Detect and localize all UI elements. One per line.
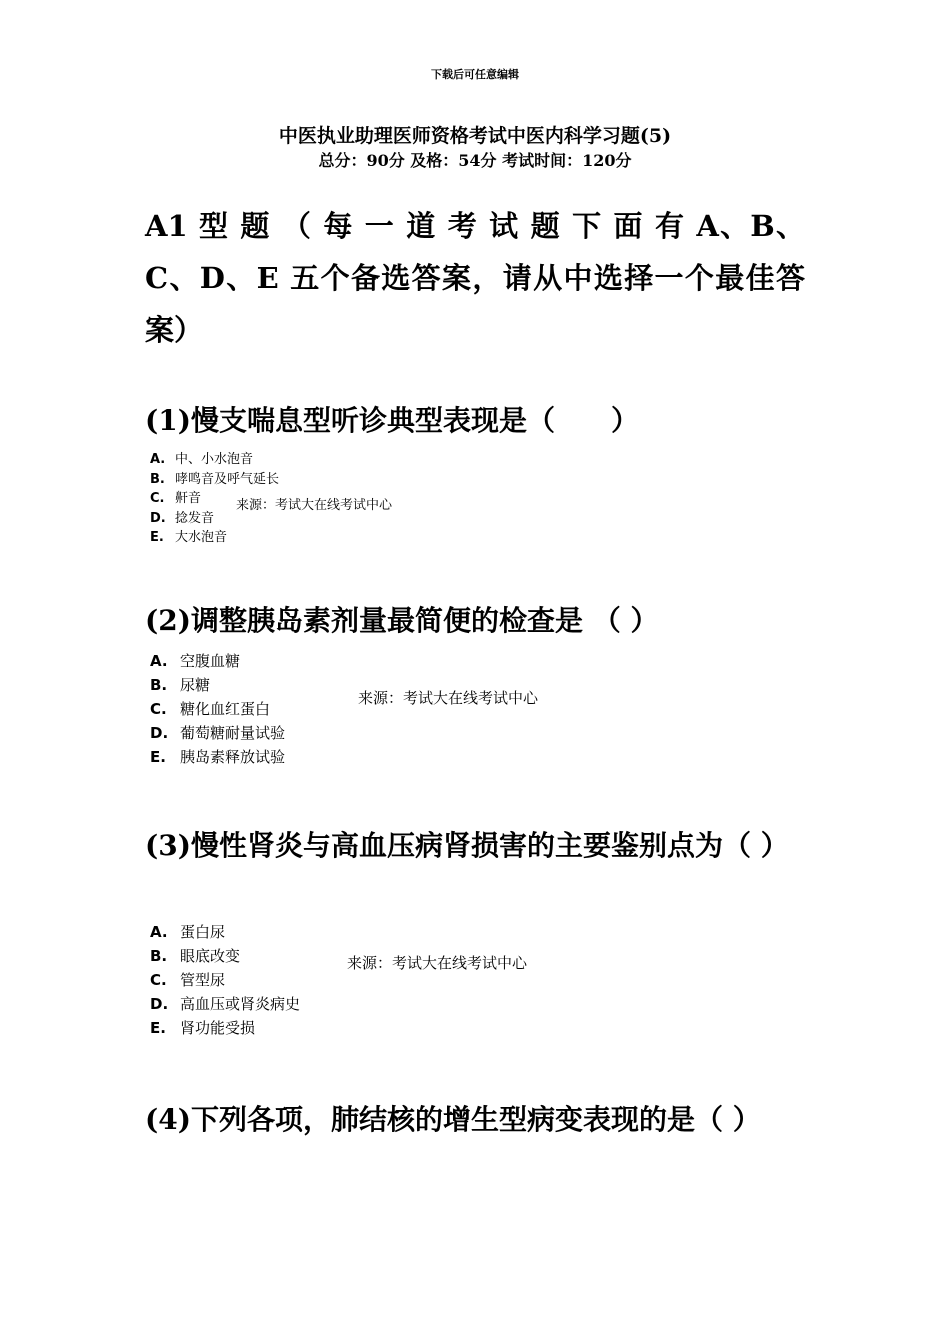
option-letter: C. bbox=[150, 491, 165, 506]
option-c[interactable] bbox=[150, 697, 285, 721]
option-letter: A. bbox=[150, 652, 168, 670]
source-note: 来源：考试大在线考试中心 bbox=[236, 498, 393, 513]
header-note: 下载后可任意编辑 bbox=[431, 68, 519, 81]
question-2-stem: (2)调整胰岛素剂量最简便的检查是 （ ） bbox=[145, 604, 659, 637]
option-text: 糖化血红蛋白 bbox=[180, 700, 271, 718]
option-text: 中、小水泡音 bbox=[175, 452, 254, 467]
option-letter: A. bbox=[150, 452, 166, 467]
option-text: 肾功能受损 bbox=[180, 1019, 256, 1037]
question-3-options bbox=[150, 920, 300, 1040]
option-letter: B. bbox=[150, 947, 168, 965]
question-2-options bbox=[150, 649, 285, 769]
option-text: 管型尿 bbox=[180, 971, 226, 989]
option-e[interactable] bbox=[150, 528, 279, 548]
question-1-stem: (1)慢支喘息型听诊典型表现是（ ） bbox=[145, 404, 639, 437]
option-text: 尿糖 bbox=[180, 676, 211, 694]
option-a[interactable] bbox=[150, 649, 285, 673]
option-letter: E. bbox=[150, 748, 166, 766]
option-text: 蛋白尿 bbox=[180, 923, 226, 941]
option-d[interactable] bbox=[150, 721, 285, 745]
option-letter: C. bbox=[150, 971, 167, 989]
question-4-stem: (4)下列各项，肺结核的增生型病变表现的是（ ） bbox=[145, 1103, 761, 1136]
option-letter: D. bbox=[150, 724, 169, 742]
option-text: 空腹血糖 bbox=[180, 652, 241, 670]
option-text: 大水泡音 bbox=[175, 530, 228, 545]
option-letter: B. bbox=[150, 676, 168, 694]
exam-info: 总分：90分 及格：54分 考试时间：120分 bbox=[318, 151, 632, 170]
option-letter: B. bbox=[150, 471, 165, 487]
source-note: 来源：考试大在线考试中心 bbox=[347, 954, 528, 972]
option-text: 捻发音 bbox=[175, 510, 215, 526]
option-text: 高血压或肾炎病史 bbox=[180, 995, 301, 1013]
option-letter: D. bbox=[150, 995, 169, 1013]
option-b[interactable] bbox=[150, 944, 300, 968]
option-e[interactable] bbox=[150, 1016, 300, 1040]
option-a[interactable] bbox=[150, 920, 300, 944]
option-text: 鼾音 bbox=[175, 491, 202, 506]
option-letter: A. bbox=[150, 923, 168, 941]
page-title: 中医执业助理医师资格考试中医内科学习题(5) bbox=[278, 125, 672, 147]
option-a[interactable] bbox=[150, 450, 279, 470]
option-text: 哮鸣音及呼气延长 bbox=[175, 471, 280, 487]
option-letter: E. bbox=[150, 530, 164, 545]
option-b[interactable] bbox=[150, 470, 279, 490]
option-e[interactable] bbox=[150, 745, 285, 769]
option-text: 葡萄糖耐量试验 bbox=[180, 724, 286, 742]
option-d[interactable] bbox=[150, 992, 300, 1016]
option-letter: D. bbox=[150, 510, 166, 526]
option-c[interactable] bbox=[150, 968, 300, 992]
source-note: 来源：考试大在线考试中心 bbox=[358, 689, 539, 707]
question-3-stem: (3)慢性肾炎与高血压病肾损害的主要鉴别点为（ ） bbox=[145, 829, 789, 862]
option-text: 眼底改变 bbox=[180, 947, 241, 965]
option-b[interactable] bbox=[150, 673, 285, 697]
option-letter: E. bbox=[150, 1019, 166, 1037]
option-text: 胰岛素释放试验 bbox=[180, 748, 286, 766]
section-heading: A1 型 题 （ 每 一 道 考 试 题 下 面 有 A、B、C、D、E 五个备选答案，请从中选择一个最佳答案） bbox=[145, 209, 805, 347]
option-letter: C. bbox=[150, 700, 167, 718]
